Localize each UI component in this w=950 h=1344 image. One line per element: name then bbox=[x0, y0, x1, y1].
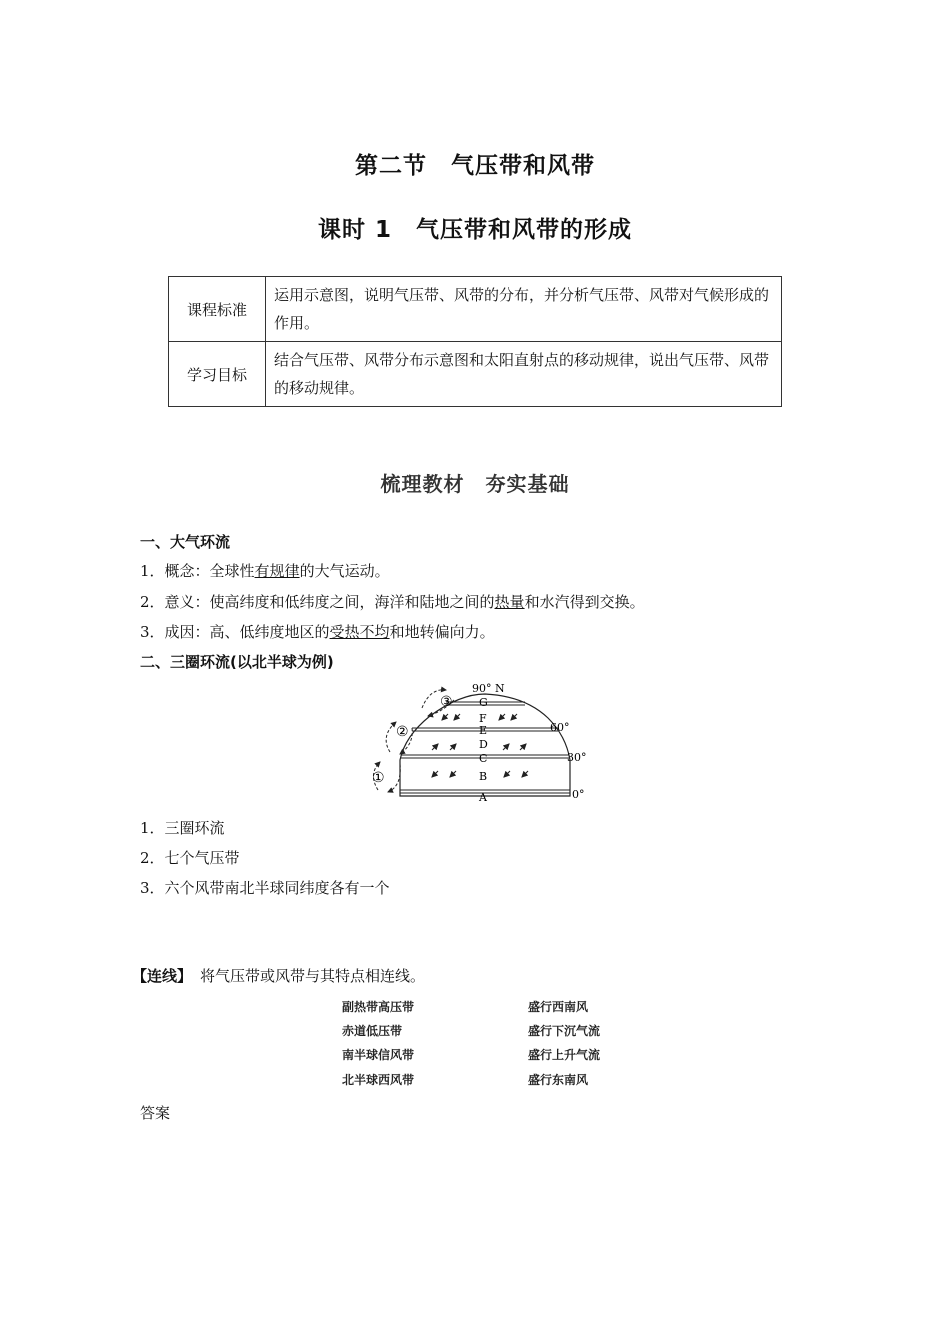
cell-label: ② bbox=[396, 724, 409, 740]
table-value: 运用示意图，说明气压带、风带的分布，并分析气压带、风带对气候形成的作用。 bbox=[266, 277, 782, 342]
belt-label: A bbox=[479, 791, 487, 804]
item-text: 2．意义：使高纬度和低纬度之间，海洋和陆地之间的 bbox=[140, 593, 495, 611]
list-item: 3．六个风带南北半球同纬度各有一个 bbox=[140, 879, 390, 897]
table-key: 课程标准 bbox=[169, 277, 266, 342]
blank-answer: 热量 bbox=[494, 593, 525, 611]
match-left-item: 北半球西风带 bbox=[342, 1073, 415, 1087]
blank-answer: 有规律 bbox=[254, 562, 300, 580]
table-key: 学习目标 bbox=[169, 342, 266, 407]
list-item: 2．七个气压带 bbox=[140, 849, 240, 867]
item-text: 和地转偏向力。 bbox=[389, 623, 495, 641]
page-title: 第二节 气压带和风带 bbox=[355, 153, 595, 179]
match-left-item: 赤道低压带 bbox=[342, 1024, 403, 1038]
section-title: 梳理教材 夯实基础 bbox=[380, 472, 570, 496]
lat-label: 30° bbox=[567, 751, 587, 764]
standards-table bbox=[168, 276, 782, 407]
belt-label: G bbox=[479, 696, 488, 709]
table-value: 结合气压带、风带分布示意图和太阳直射点的移动规律，说出气压带、风带的移动规律。 bbox=[266, 342, 782, 407]
match-right-item: 盛行西南风 bbox=[528, 1000, 589, 1014]
lesson-title: 课时 1 气压带和风带的形成 bbox=[317, 217, 632, 243]
lat-label: 60° bbox=[550, 721, 570, 734]
cell-label: ① bbox=[372, 770, 385, 786]
belt-label: B bbox=[479, 770, 488, 783]
item-text: 3．成因：高、低纬度地区的 bbox=[140, 623, 330, 641]
part2-heading: 二、三圈环流(以北半球为例) bbox=[140, 653, 334, 671]
blank-answer: 受热不均 bbox=[329, 623, 390, 641]
matching-instruction-line bbox=[132, 965, 425, 986]
list-item: 1．三圈环流 bbox=[140, 819, 225, 837]
matching-instruction: 将气压带或风带与其特点相连线。 bbox=[200, 967, 426, 985]
belt-label: F bbox=[479, 712, 487, 725]
match-right-item: 盛行下沉气流 bbox=[528, 1024, 601, 1038]
part1-heading: 一、大气环流 bbox=[140, 533, 231, 551]
item-text: 的大气运动。 bbox=[299, 562, 390, 580]
belt-label: E bbox=[479, 724, 488, 737]
belt-label: C bbox=[479, 752, 488, 765]
matching-tag: 【连线】 bbox=[132, 967, 193, 985]
list-item bbox=[140, 591, 645, 612]
belt-label: D bbox=[479, 738, 488, 751]
list-item bbox=[140, 621, 495, 642]
match-left-item: 副热带高压带 bbox=[342, 1000, 415, 1014]
match-right-item: 盛行东南风 bbox=[528, 1073, 589, 1087]
answer-label: 答案 bbox=[140, 1104, 171, 1122]
table-row bbox=[169, 277, 782, 342]
table-row bbox=[169, 342, 782, 407]
lat-label: 0° bbox=[572, 788, 585, 801]
match-left-item: 南半球信风带 bbox=[342, 1048, 415, 1062]
match-right-item: 盛行上升气流 bbox=[528, 1048, 601, 1062]
lat-label: 90° N bbox=[472, 682, 505, 695]
cell-label: ③ bbox=[440, 694, 453, 710]
list-item bbox=[140, 560, 390, 581]
item-text: 和水汽得到交换。 bbox=[524, 593, 645, 611]
three-cell-diagram bbox=[360, 678, 600, 804]
item-text: 1．概念：全球性 bbox=[140, 562, 255, 580]
